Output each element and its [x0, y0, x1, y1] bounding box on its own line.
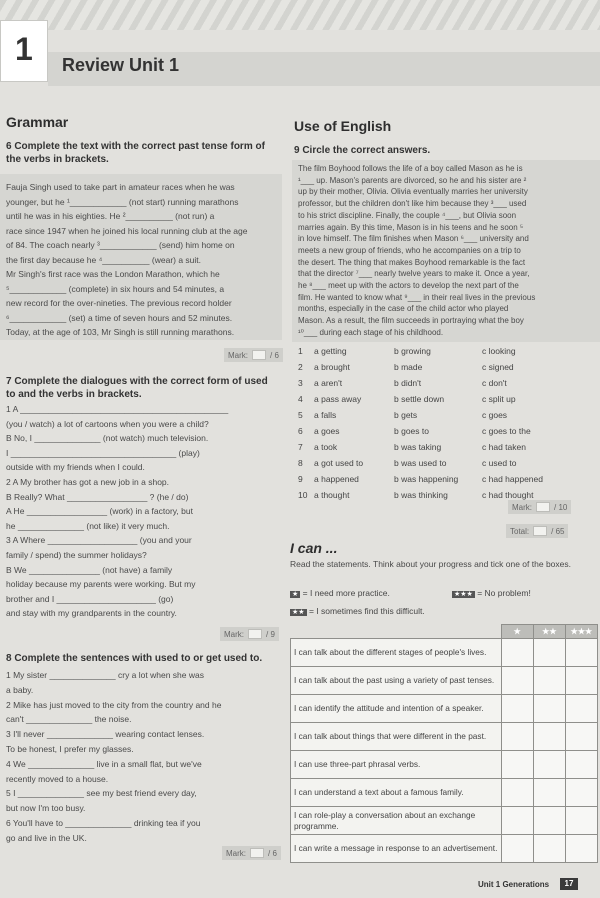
option-row [298, 410, 598, 426]
ex8-line: can't ______________ the noise. [6, 714, 132, 725]
option-row [298, 378, 598, 394]
ex7-line: he ______________ (not like) it very much. [6, 520, 170, 531]
option-choice[interactable]: c goes [482, 410, 508, 420]
option-choice[interactable]: a getting [314, 346, 347, 356]
tick-box[interactable] [565, 695, 597, 723]
ex7-line: B No, I ______________ (not watch) much television. [6, 433, 209, 444]
option-choice[interactable]: c signed [482, 362, 514, 372]
tick-box[interactable] [501, 667, 533, 695]
option-choice[interactable]: b goes to [394, 426, 429, 436]
option-choice[interactable]: a took [314, 442, 338, 452]
i-can-statement: I can talk about the different stages of people's lives. [291, 639, 502, 667]
i-can-statement: I can talk about the past using a variety of past tenses. [291, 667, 502, 695]
option-choice[interactable]: c looking [482, 346, 516, 356]
key-one-star-text: = I need more practice. [302, 588, 390, 598]
option-choice[interactable]: c don't [482, 378, 507, 388]
ex7-line: (you / watch) a lot of cartoons when you were a child? [6, 418, 209, 429]
option-number: 3 [298, 378, 303, 388]
option-row [298, 474, 598, 490]
option-row [298, 442, 598, 458]
mark-total: / 6 [270, 350, 279, 360]
mark-label: Mark: [228, 350, 248, 360]
mark-label: Mark: [224, 629, 244, 639]
ex8-line: go and live in the UK. [6, 832, 87, 843]
option-choice[interactable]: b was happening [394, 474, 459, 484]
option-choice[interactable]: c had thought [482, 490, 534, 500]
i-can-row [291, 695, 598, 723]
unit-number: 1 [15, 31, 33, 67]
i-can-row [291, 639, 598, 667]
ex7-line: A He _________________ (work) in a factory, but [6, 506, 193, 517]
ex7-line: and stay with my grandparents in the country. [6, 608, 177, 619]
i-can-row [291, 667, 598, 695]
total-mark [506, 524, 568, 538]
option-choice[interactable]: b growing [394, 346, 431, 356]
ex7-text [6, 402, 286, 621]
i-can-table [290, 624, 598, 863]
ex9-line: The film Boyhood follows the life of a boy called Mason as he is [298, 164, 523, 173]
i-can-statement: I can role-play a conversation about an exchange programme. [291, 807, 502, 835]
i-can-statement: I can talk about things that were different in the past. [291, 723, 502, 751]
option-choice[interactable]: b settle down [394, 394, 445, 404]
ex9-text [298, 163, 598, 339]
option-choice[interactable]: a falls [314, 410, 337, 420]
tick-box[interactable] [565, 723, 597, 751]
tick-box[interactable] [501, 723, 533, 751]
mark-input[interactable] [248, 629, 262, 639]
i-can-row [291, 723, 598, 751]
option-choice[interactable]: b gets [394, 410, 418, 420]
one-star-icon: ★ [292, 591, 299, 598]
header-pattern [0, 0, 600, 30]
grammar-heading: Grammar [6, 114, 69, 130]
option-row [298, 458, 598, 474]
ex9-line: the desert. The thing that makes Boyhood remarkable is the fact [298, 257, 526, 267]
ex7-line: 1 A ____________________________________________ [6, 404, 229, 414]
tick-box[interactable] [533, 639, 565, 667]
tick-box[interactable] [533, 667, 565, 695]
i-can-statement: I can understand a text about a famous family. [291, 779, 502, 807]
tick-box[interactable] [501, 779, 533, 807]
i-can-row [291, 779, 598, 807]
col-three-star: ★★★ [565, 625, 597, 639]
ex9-line: months, especially in the case of the child actor who played [298, 304, 509, 314]
option-row [298, 394, 598, 410]
ex8-line: but now I'm too busy. [6, 803, 86, 814]
ex8-line: To be honest, I prefer my glasses. [6, 743, 134, 754]
three-star-icon: ★★★ [454, 591, 473, 598]
option-choice[interactable]: b was used to [394, 458, 447, 468]
tick-box[interactable] [501, 695, 533, 723]
ex6-line: Today, at the age of 103, Mr Singh is still running marathons. [6, 327, 235, 337]
unit-number-box [0, 20, 48, 82]
option-choice[interactable]: a goes [314, 426, 340, 436]
option-choice[interactable]: a aren't [314, 378, 343, 388]
option-choice[interactable]: c goes to the [482, 426, 531, 436]
tick-box[interactable] [565, 667, 597, 695]
mark-total: / 10 [554, 502, 568, 512]
total-input[interactable] [533, 526, 547, 536]
ex9-line: in love himself. The film finishes when Mason ⁶___ university and [298, 234, 529, 244]
mark-label: Mark: [226, 848, 246, 858]
ex9-line: film. He wanted to know what ⁹___ in their real lives in the previous [298, 292, 536, 302]
i-can-header-row [291, 625, 598, 639]
tick-box[interactable] [565, 639, 597, 667]
tick-box[interactable] [501, 751, 533, 779]
key-one-star [290, 588, 390, 598]
option-choice[interactable]: b was thinking [394, 490, 448, 500]
ex7-line: B We _______________ (not have) a family [6, 564, 173, 575]
option-number: 7 [298, 442, 303, 452]
ex6-line: younger, but he ¹____________ (not start) running marathons [6, 196, 239, 207]
ex7-title: 7 Complete the dialogues with the correct form of used to and the verbs in brackets. [6, 376, 268, 400]
ex8-line: 6 You'll have to ______________ drinking tea if you [6, 817, 201, 828]
ex8-line: 5 I ______________ see my best friend every day, [6, 788, 197, 799]
ex8-line: 3 I'll never ______________ wearing contact lenses. [6, 729, 205, 740]
option-number: 5 [298, 410, 303, 420]
tick-box[interactable] [533, 807, 565, 835]
col-two-star: ★★ [533, 625, 565, 639]
tick-box[interactable] [501, 835, 533, 863]
option-choice[interactable]: b didn't [394, 378, 422, 388]
footer-label: Unit 1 Generations [478, 880, 550, 889]
ex8-mark [222, 846, 281, 860]
ex9-line: ¹⁰___ during each stage of his childhood. [298, 327, 444, 337]
ex8-title: 8 Complete the sentences with used to or get used to. [6, 653, 263, 664]
option-number: 9 [298, 474, 303, 484]
key-three-star [452, 588, 531, 598]
option-row [298, 362, 598, 378]
option-choice[interactable]: c used to [482, 458, 517, 468]
total-value: / 65 [551, 526, 565, 536]
i-can-heading: I can ... [290, 540, 338, 556]
mark-label: Mark: [512, 502, 532, 512]
i-can-statement: I can identify the attitude and intention of a speaker. [291, 695, 502, 723]
option-choice[interactable]: b was taking [394, 442, 442, 452]
mark-input[interactable] [536, 502, 550, 512]
option-choice[interactable]: b made [394, 362, 423, 372]
ex6-line: ⁶____________ (set) a time of seven hours and 52 minutes. [6, 312, 233, 323]
ex8-line: 4 We ______________ live in a small flat, but we've [6, 758, 202, 769]
ex7-line: family / spend) the summer holidays? [6, 549, 147, 560]
page-number: 17 [560, 878, 578, 890]
tick-box[interactable] [565, 751, 597, 779]
option-row [298, 426, 598, 442]
tick-box[interactable] [533, 779, 565, 807]
ex6-text [6, 180, 282, 340]
ex6-title: 6 Complete the text with the correct past tense form of the verbs in brackets. [6, 141, 265, 165]
option-choice[interactable]: c split up [482, 394, 516, 404]
ex8-line: 1 My sister ______________ cry a lot when she was [6, 670, 204, 680]
option-number: 6 [298, 426, 303, 436]
ex8-line: 2 Mike has just moved to the city from the country and he [6, 699, 222, 710]
ex6-line: ⁵____________ (complete) in six hours and 54 minutes, a [6, 283, 225, 294]
tick-box[interactable] [565, 807, 597, 835]
ex8-line: recently moved to a house. [6, 773, 109, 784]
option-choice[interactable]: a happened [314, 474, 359, 484]
ex6-line: the first day because he ⁴__________ (wear) a suit. [6, 254, 202, 265]
option-choice[interactable]: c had taken [482, 442, 526, 452]
ex7-line: holiday because my parents were working. But my [6, 579, 196, 590]
two-star-icon: ★★ [292, 609, 305, 616]
i-can-intro: Read the statements. Think about your progress and tick one of the boxes. [290, 559, 571, 569]
tick-box[interactable] [565, 779, 597, 807]
tick-box[interactable] [533, 723, 565, 751]
tick-box[interactable] [533, 695, 565, 723]
ex8-line: a baby. [6, 684, 34, 695]
ex9-line: ¹___ up. Mason's parents are divorced, so he and his sister are ² [298, 175, 527, 185]
mark-input[interactable] [250, 848, 264, 858]
ex6-line: until he was in his eighties. He ²__________ (not run) a [6, 211, 215, 221]
ex7-line: outside with my friends when I could. [6, 462, 145, 473]
col-one-star: ★ [501, 625, 533, 639]
tick-box[interactable] [501, 639, 533, 667]
option-number: 2 [298, 362, 303, 372]
ex9-line: up by their mother, Olivia. Olivia eventually marries her university [298, 187, 528, 197]
tick-box[interactable] [501, 807, 533, 835]
tick-box[interactable] [565, 835, 597, 863]
key-three-star-text: = No problem! [477, 588, 531, 598]
option-choice[interactable]: a pass away [314, 394, 362, 404]
tick-box[interactable] [533, 751, 565, 779]
ex7-line: B Really? What _________________ ? (he / do) [6, 491, 189, 502]
i-can-statement: I can write a message in response to an advertisement. [291, 835, 502, 863]
key-two-star-text: = I sometimes find this difficult. [308, 606, 425, 616]
i-can-statement: I can use three-part phrasal verbs. [291, 751, 502, 779]
ex6-mark [224, 348, 283, 362]
ex6-line: Fauja Singh used to take part in amateur races when he was [6, 182, 235, 192]
mark-total: / 9 [266, 629, 275, 639]
ex8-text [6, 668, 286, 846]
ex9-line: professor, but the children don't like him because they ³___ used [298, 199, 527, 209]
unit-title: Review Unit 1 [62, 55, 180, 75]
i-can-row [291, 807, 598, 835]
option-choice[interactable]: c had happened [482, 474, 543, 484]
key-two-star [290, 606, 425, 616]
ex9-title: 9 Circle the correct answers. [294, 145, 431, 156]
ex9-mark [508, 500, 571, 514]
option-row [298, 346, 598, 362]
ex9-line: marries again. By this time, Mason is in his teens and he soon ⁵ [298, 222, 524, 232]
ex7-line: 2 A My brother has got a new job in a shop. [6, 476, 170, 487]
ex9-line: Mason. As a result, the film succeeds in portraying what the boy [298, 316, 524, 326]
ex7-line: brother and I _____________________ (go) [6, 593, 174, 604]
ex6-line: of 84. The coach nearly ³____________ (send) him home on [6, 240, 235, 250]
ex7-line: I ___________________________________ (play) [6, 447, 200, 458]
option-number: 1 [298, 346, 303, 356]
statement-header [291, 625, 502, 639]
mark-input[interactable] [252, 350, 266, 360]
total-label: Total: [510, 526, 530, 536]
ex9-line: meets a new group of friends, who he accompanies on a trip to [298, 245, 521, 255]
use-of-english-heading: Use of English [294, 118, 392, 134]
option-choice[interactable]: a got used to [314, 458, 364, 468]
ex9-options [298, 346, 598, 506]
ex6-line: new record for the over-nineties. The previous record holder [6, 298, 232, 308]
ex6-line: race since 1947 when he joined his local running club at the age [6, 225, 248, 236]
ex9-line: he ⁸___ meet up with the actors to develop the next part of the [298, 281, 519, 291]
tick-box[interactable] [533, 835, 565, 863]
ex7-mark [220, 627, 279, 641]
option-choice[interactable]: a brought [314, 362, 350, 372]
i-can-row [291, 751, 598, 779]
option-number: 10 [298, 490, 308, 500]
option-number: 8 [298, 458, 303, 468]
mark-total: / 6 [268, 848, 277, 858]
option-choice[interactable]: a thought [314, 490, 350, 500]
ex9-line: to his strict discipline. Finally, the couple ⁴___, but Olivia soon [298, 210, 517, 220]
option-number: 4 [298, 394, 303, 404]
ex7-line: 3 A Where ___________________ (you and your [6, 535, 192, 546]
ex6-line: Mr Singh's first race was the London Marathon, which he [6, 269, 220, 279]
ex9-line: that the director ⁷___ nearly twelve years to make it. Once a year, [298, 269, 530, 279]
i-can-row [291, 835, 598, 863]
